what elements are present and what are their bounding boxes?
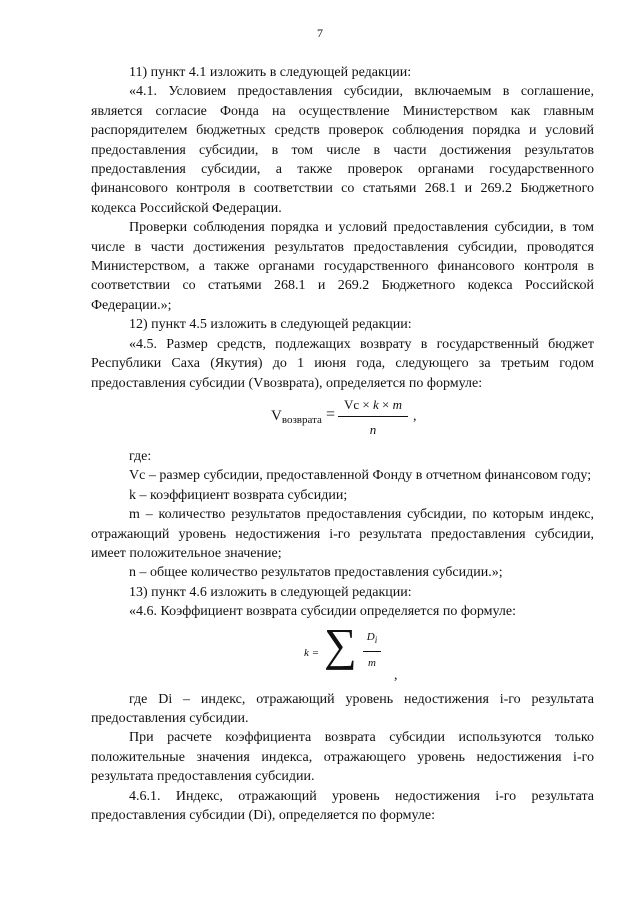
paragraph-where: где: xyxy=(129,448,152,464)
formula-equals: = xyxy=(326,405,336,423)
paragraph-inspections: Проверки соблюдения порядка и условий предоставления субсидии, в том числе в части достижения результатов предоставления субсидии, проводятся Министерством, а также органами государственного финансового контроля в соответствии со статьями 268.1 и 269.2 Бюджетного кодекса Российской Федерации.»; xyxy=(91,220,594,313)
formula2-fraction xyxy=(363,628,381,674)
paragraph-4-6: «4.6. Коэффициент возврата субсидии определяется по формуле: xyxy=(129,604,517,620)
formula-coefficient xyxy=(91,618,594,688)
paragraph-4-1: «4.1. Условием предоставления субсидии, включаемым в соглашение, является согласие Фонда на осуществление Министерством как главным распорядителем бюджетных средств проверок соблюдения порядка и условий предоставления субсидии, в том числе в части достижения результатов предоставления субсидии, а также проверок органами государственного финансового контроля в соответствии со статьями 268.1 и 269.2 Бюджетного кодекса Российской Федерации. xyxy=(91,84,594,216)
page-number: 7 xyxy=(317,26,323,40)
paragraph-item-11: 11) пункт 4.1 изложить в следующей редакции: xyxy=(129,65,412,80)
formula2-lhs: k = xyxy=(304,646,320,659)
formula-lhs: $V_{возврата}$ xyxy=(271,407,322,426)
paragraph-4-5: «4.5. Размер средств, подлежащих возврату в государственный бюджет Республики Саха (Якутия) до 1 июня года, следующего за третьим годом предоставления субсидии (Vвозврата), определяется по формуле: xyxy=(91,336,594,391)
paragraph-di: где Di – индекс, отражающий уровень недостижения i-го результата предоставления субсидии. xyxy=(91,691,594,726)
formula-comma: , xyxy=(413,408,417,424)
formula2-comma: , xyxy=(394,667,398,683)
formula2-numerator: $D_i$ xyxy=(363,628,381,653)
formula2-denominator: m xyxy=(368,657,376,670)
paragraph-vc: Vс – размер субсидии, предоставленной Фонду в отчетном финансовом году; xyxy=(129,468,592,484)
paragraph-n: n – общее количество результатов предоставления субсидии.»; xyxy=(129,565,503,581)
formula-return-amount xyxy=(91,397,594,441)
paragraph-k: k – коэффициент возврата субсидии; xyxy=(129,487,348,503)
paragraph-4-6-1: 4.6.1. Индекс, отражающий уровень недостижения i-го результата предоставления субсидии (Di), определяется по формуле: xyxy=(91,788,594,823)
paragraph-item-13: 13) пункт 4.6 изложить в следующей редакции: xyxy=(129,584,412,600)
paragraph-item-12: 12) пункт 4.5 изложить в следующей редакции: xyxy=(129,317,412,333)
formula-denominator: n xyxy=(369,422,377,438)
sum-symbol: ∑ xyxy=(324,618,357,670)
document-body xyxy=(91,63,594,825)
paragraph-positive-values: При расчете коэффициента возврата субсидии используются только положительные значения индекса, отражающего уровень недостижения i-го результата предоставления субсидии. xyxy=(91,730,594,785)
formula-numerator: Vс × k × m xyxy=(338,395,408,417)
paragraph-m: m – количество результатов предоставления субсидии, по которым индекс, отражающий уровень недостижения i-го результата предоставления субсидии, имеет положительное значение; xyxy=(91,507,594,561)
formula-fraction xyxy=(338,395,408,440)
